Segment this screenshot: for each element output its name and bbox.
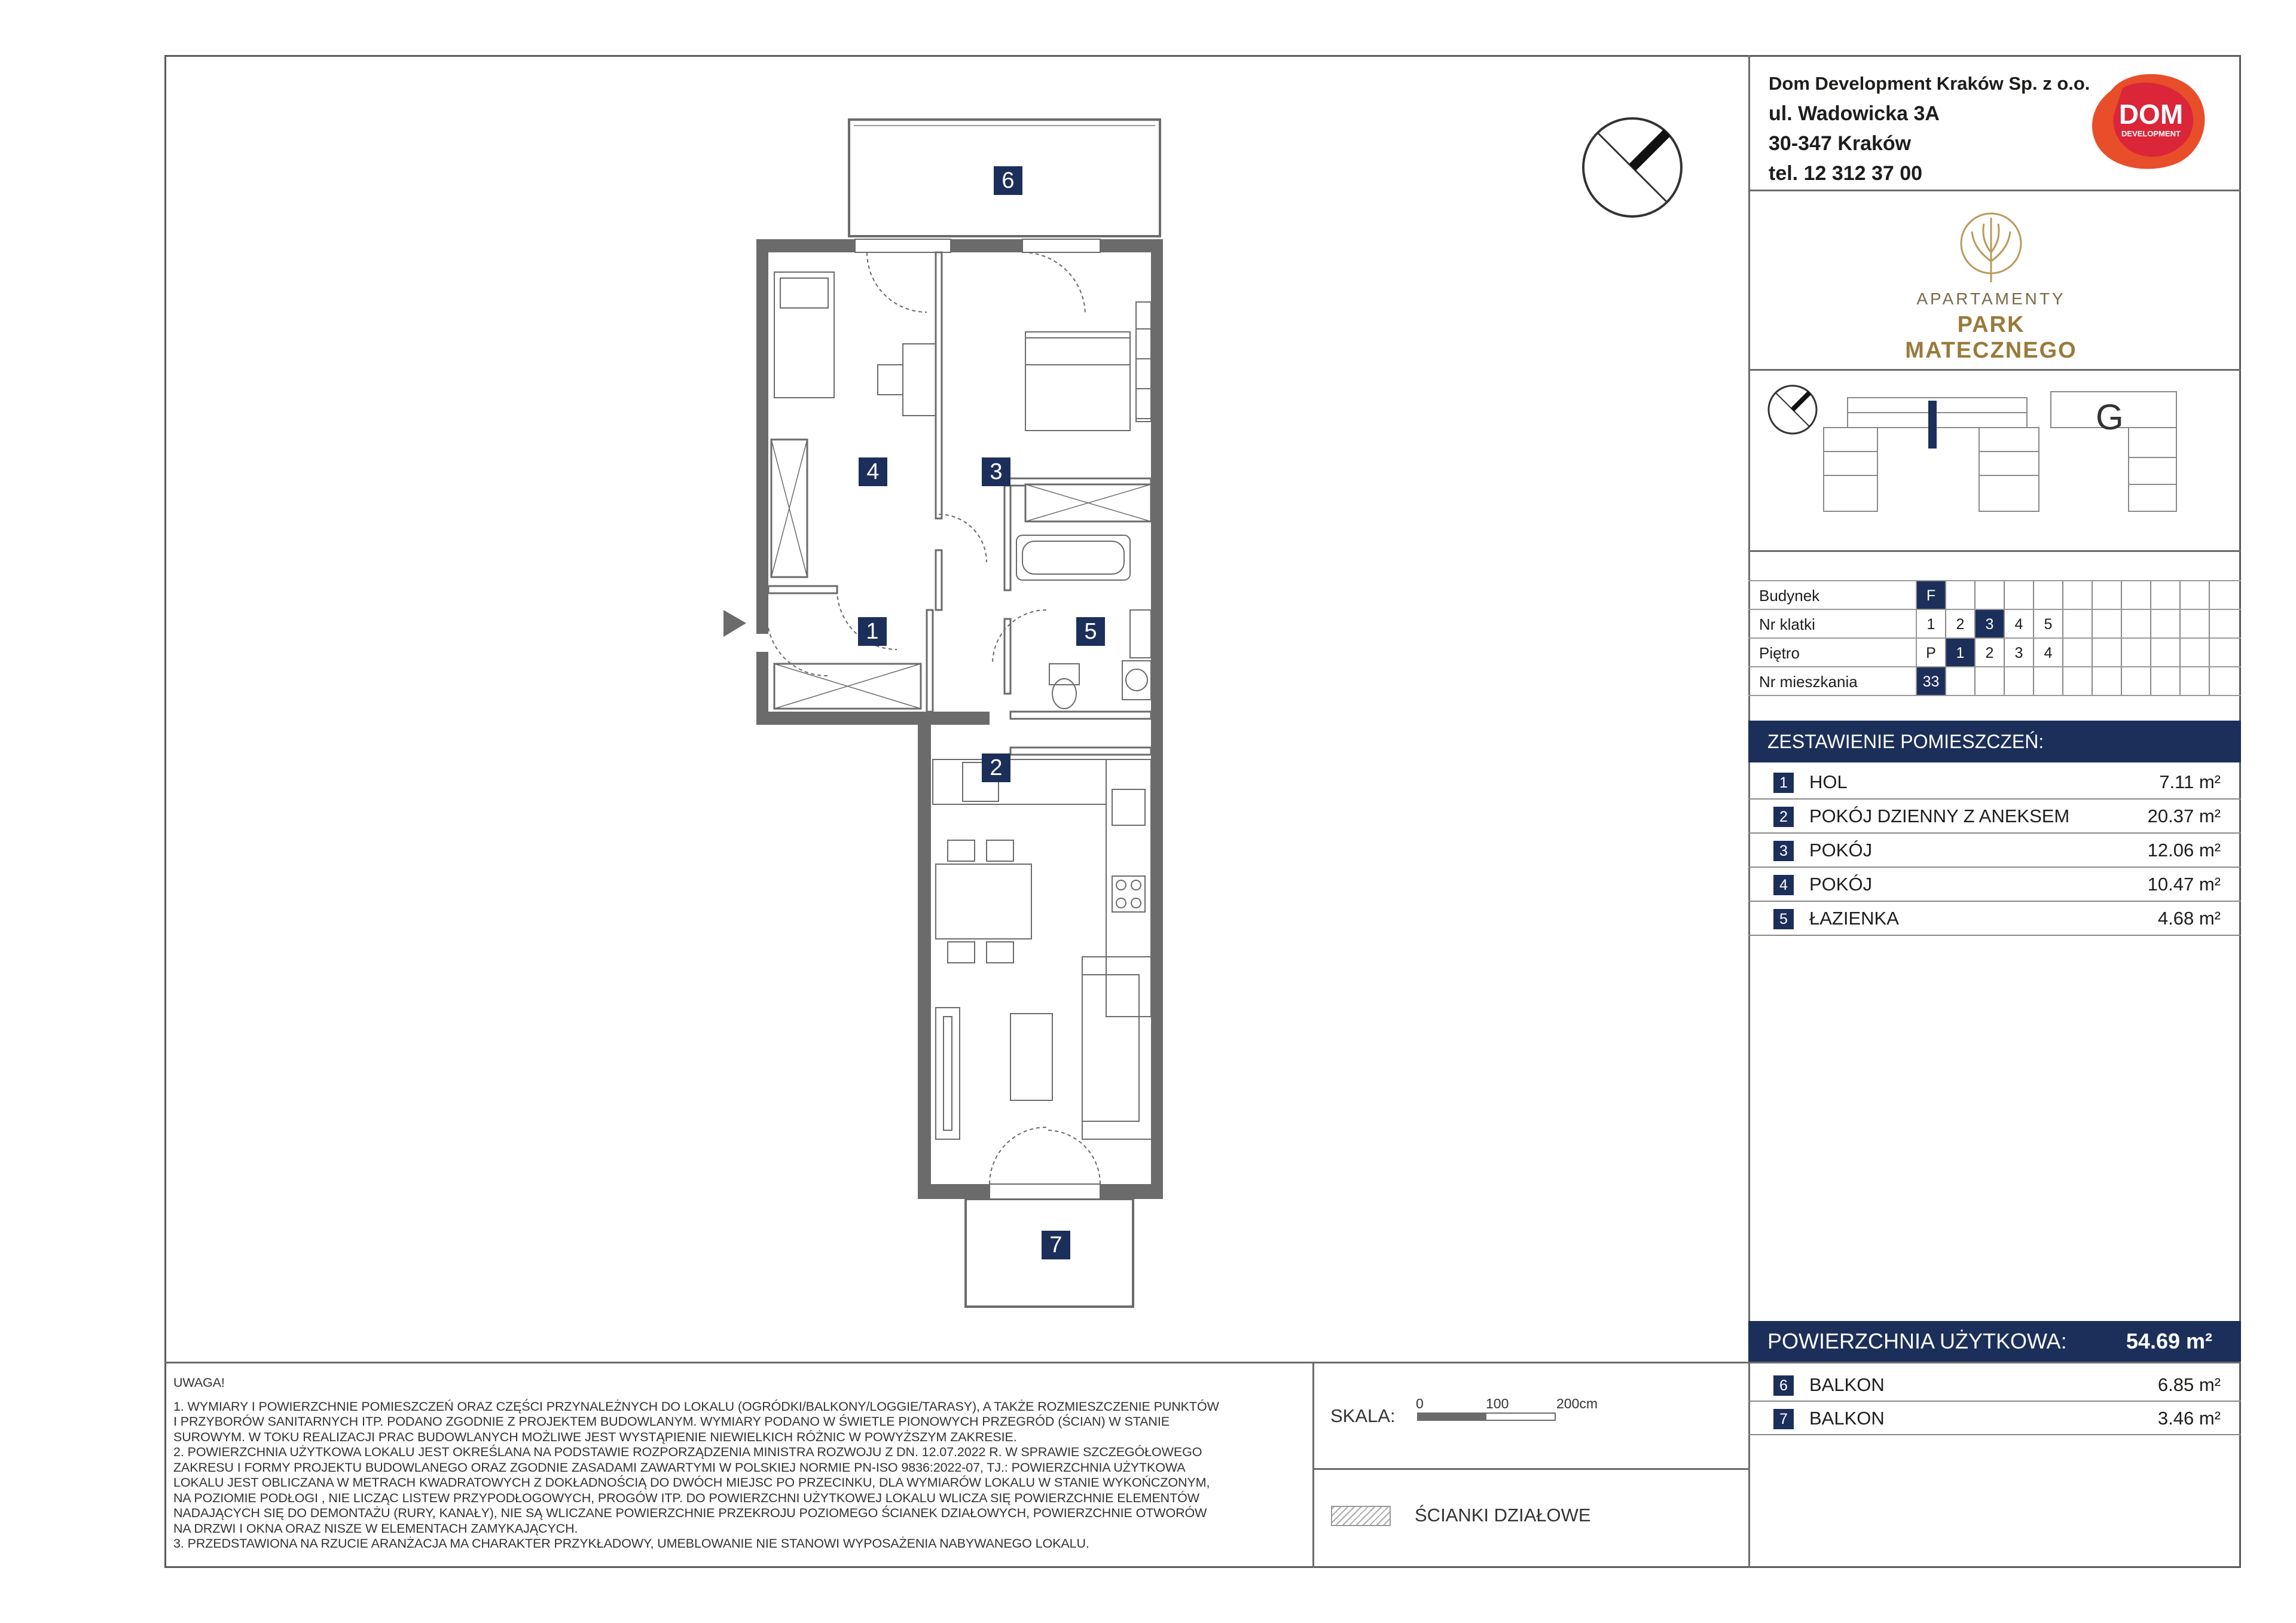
plan-label-7: 7	[1042, 1231, 1070, 1259]
grid-cell	[2179, 639, 2209, 667]
dom-development-logo	[2087, 67, 2215, 175]
room-number: 2	[1773, 807, 1794, 827]
notes-title: UWAGA!	[173, 1375, 225, 1390]
grid-row	[1750, 667, 2241, 696]
room-name: POKÓJ	[1809, 840, 1873, 861]
grid-cell	[2004, 581, 2033, 610]
company-name: Dom Development Kraków Sp. z o.o.	[1769, 73, 2090, 94]
grid-cell: 33	[1916, 667, 1945, 696]
notes-line: NA DRZWI I OKNA ORAZ NISZE W ELEMENTACH ZAMYKAJĄCYCH.	[173, 1521, 578, 1536]
grid-cell	[2150, 667, 2179, 696]
grid-cell: 2	[1945, 610, 1974, 639]
divider-scale	[1312, 1468, 1748, 1470]
grid-row-label: Budynek	[1759, 587, 1820, 605]
grid-cell	[1974, 667, 2004, 696]
kitchen-counter	[1106, 759, 1151, 1017]
key-plan	[1758, 380, 2236, 541]
grid-cell	[1945, 667, 1974, 696]
grid-cell: P	[1916, 639, 1945, 667]
compass-small-icon	[1769, 386, 1816, 434]
grid-cell	[2150, 581, 2179, 610]
room-number: 3	[1773, 841, 1794, 861]
grid-row	[1750, 639, 2241, 667]
tree-icon	[1955, 210, 2027, 288]
notes-lines	[173, 1399, 1297, 1552]
toilet	[1049, 664, 1079, 685]
washbasin	[1130, 610, 1151, 658]
grid-line	[1748, 695, 2241, 696]
scale-label: SKALA:	[1330, 1405, 1396, 1426]
room-row	[1750, 765, 2241, 799]
extra-divider	[1748, 1434, 2241, 1435]
desk-room4	[903, 344, 936, 416]
grid-cell	[2209, 667, 2238, 696]
grid-row-label: Nr klatki	[1759, 615, 1815, 633]
grid-cell	[2209, 581, 2238, 610]
grid-cell	[2092, 581, 2121, 610]
plan-label-4: 4	[859, 457, 887, 486]
room-row	[1750, 902, 2241, 935]
room-name: POKÓJ DZIENNY Z ANEKSEM	[1809, 806, 2070, 826]
room-number: 4	[1773, 875, 1794, 895]
logo-subtext: DEVELOPMENT	[2121, 129, 2181, 138]
total-area-bar	[1748, 1321, 2241, 1362]
room-area: 7.11 m²	[2159, 771, 2221, 792]
scale-bar	[1417, 1413, 1556, 1421]
grid-row	[1750, 581, 2241, 610]
extra-area: 3.46 m²	[2157, 1408, 2221, 1429]
grid-cell: 2	[1974, 639, 2004, 667]
notes-line: 2. POWIERZCHNIA UŻYTKOWA LOKALU JEST OKREŚLANA NA PODSTAWIE ROZPORZĄDZENIA MINISTRA ROZWOJU Z DN. 12.07.2022 R. W SPRAWIE SZCZEGÓŁOWEGO	[173, 1445, 1202, 1459]
grid-cell	[2092, 639, 2121, 667]
plan-label-1: 1	[858, 617, 887, 646]
project-line1: APARTAMENTY	[1916, 289, 2066, 308]
grid-cell	[2150, 610, 2179, 639]
grid-cell: 4	[2033, 639, 2062, 667]
washing-machine	[1122, 661, 1151, 700]
grid-cell	[1945, 581, 1974, 610]
grid-row	[1750, 610, 2241, 639]
grid-row-label: Piętro	[1759, 644, 1800, 662]
company-city: 30-347 Kraków	[1769, 132, 1912, 155]
grid-line	[1748, 580, 2241, 581]
apartment-marker	[1928, 401, 1937, 449]
room-area: 10.47 m²	[2147, 874, 2221, 895]
scale-tick-0: 0	[1416, 1396, 1424, 1411]
divider-logo	[1748, 369, 2241, 371]
dining-table	[936, 864, 1031, 939]
grid-cell	[2033, 581, 2062, 610]
total-area-value: 54.69 m²	[2126, 1329, 2212, 1353]
notes-line: I PRZYBORÓW SANITARNYCH ITP. PODANO ZGODNIE Z PROJEKTEM BUDOWLANYM. WYMIARY PODANO W ŚWIETLE PIONOWYCH PRZEGRÓD (ŚCIAN) W STANIE	[173, 1414, 1170, 1429]
grid-cell	[2092, 667, 2121, 696]
grid-cell: F	[1916, 581, 1945, 610]
room-name: ŁAZIENKA	[1809, 908, 1899, 929]
extra-area: 6.85 m²	[2157, 1374, 2221, 1395]
total-area-label: POWIERZCHNIA UŻYTKOWA:	[1767, 1329, 2067, 1353]
scale-tick-200: 200cm	[1556, 1396, 1598, 1411]
room-number: 5	[1773, 909, 1794, 929]
notes-line: LOKALU JEST OBLICZANA W METRACH KWADRATOWYCH Z DOKŁADNOŚCIĄ DO DWÓCH MIEJSC PO PRZECINKU, DLA WYMIARÓW LOKALU W STANIE WYKOŃCZONYM,	[173, 1475, 1210, 1490]
room-name: POKÓJ	[1809, 874, 1873, 895]
grid-cell	[2209, 639, 2238, 667]
grid-line	[1748, 666, 2241, 667]
project-logo	[1883, 210, 2099, 363]
grid-cell	[2062, 581, 2092, 610]
company-info	[1769, 69, 2090, 188]
scale-tick-100: 100	[1486, 1396, 1509, 1411]
room-area: 4.68 m²	[2157, 908, 2221, 929]
rooms-header	[1748, 721, 2241, 762]
extra-name: BALKON	[1809, 1408, 1885, 1429]
grid-cell	[2062, 610, 2092, 639]
grid-cell	[2121, 667, 2150, 696]
legend-hatch-swatch	[1331, 1506, 1391, 1526]
grid-cell	[2121, 639, 2150, 667]
compass-icon	[1578, 114, 1686, 221]
grid-cell	[2062, 667, 2092, 696]
room-row	[1750, 800, 2241, 833]
company-street: ul. Wadowicka 3A	[1769, 102, 1940, 125]
grid-line	[1748, 609, 2241, 610]
grid-cell	[2179, 667, 2209, 696]
entrance-arrow-icon	[723, 610, 746, 637]
notes-line: NA POZIOMIE PODŁOGI , NIE LICZĄC LISTEW PRZYPODŁOGOWYCH, PROGÓW ITP. DO POWIERZCHNI UŻYTKOWEJ LOKALU WLICZA SIĘ POWIERZCHNIE ELEMENTÓW	[173, 1490, 1199, 1505]
extra-name: BALKON	[1809, 1374, 1885, 1395]
extra-number: 7	[1773, 1409, 1794, 1429]
grid-cell	[2121, 610, 2150, 639]
room-number: 1	[1773, 773, 1794, 793]
divider-header	[1748, 190, 2241, 191]
rooms-header-label: ZESTAWIENIE POMIESZCZEŃ:	[1767, 731, 2044, 752]
notes-line: ZAKRESU I FORMY PROJEKTU BUDOWLANEGO ORAZ ZGODNIE ZASADAMI ZAWARTYMI W POLSKIEJ NORMIE PN-ISO 9836:2022-07, TJ.: POWIERZCHNIA UŻYTKOWA	[173, 1460, 1186, 1475]
grid-cell	[2004, 667, 2033, 696]
tv-unit	[936, 1008, 960, 1139]
grid-line	[1748, 637, 2241, 639]
floor-plan	[688, 108, 1226, 1316]
project-line2: PARK MATECZNEGO	[1905, 312, 2077, 363]
grid-cell	[2121, 581, 2150, 610]
grid-cell: 1	[1916, 610, 1945, 639]
sofa	[1082, 957, 1154, 1139]
bed-room4	[774, 272, 834, 398]
company-phone: tel. 12 312 37 00	[1769, 162, 1923, 185]
divider-notes	[1312, 1362, 1314, 1568]
grid-line	[1916, 580, 1917, 695]
key-plan-building-label: G	[2096, 397, 2124, 437]
notes-line: SUROWYM. W TOKU REALIZACJI PRAC BUDOWLANYCH MOŻLIWE JEST WYSTĄPIENIE NIEWIELKICH RÓŻNIC W POWYŻSZYM ZAKRESIE.	[173, 1429, 1017, 1444]
notes-line: 1. WYMIARY I POWIERZCHNIE POMIESZCZEŃ ORAZ CZĘŚCI PRZYNALEŻNYCH DO LOKALU (OGRÓDKI/BALKONY/LOGGIE/TARASY), A TAKŻE ROZMIESZCZENIE PUNKTÓW	[173, 1399, 1219, 1414]
grid-cell: 1	[1945, 639, 1974, 667]
extra-number: 6	[1773, 1375, 1794, 1396]
plan-label-2: 2	[982, 753, 1010, 782]
divider-bottom	[164, 1362, 2241, 1363]
grid-cell: 5	[2033, 610, 2062, 639]
legend-label: ŚCIANKI DZIAŁOWE	[1415, 1505, 1591, 1526]
grid-cell: 3	[2004, 639, 2033, 667]
grid-cell	[2033, 667, 2062, 696]
grid-cell	[2092, 610, 2121, 639]
extra-row	[1750, 1368, 2241, 1402]
coffee-table	[1010, 1014, 1052, 1100]
notes-line: NADAJĄCYCH SIĘ DO DEMONTAŻU (RURY, KANAŁY), NIE SĄ WLICZANE POWIERZCHNIE PRZEKROJU POZIOMEGO ŚCIANEK DZIAŁOWYCH, POWIERZCHNIE OTWORÓW	[173, 1506, 1207, 1520]
notes	[173, 1375, 1297, 1552]
grid-cell: 4	[2004, 610, 2033, 639]
room-name: HOL	[1809, 771, 1848, 792]
grid-row-label: Nr mieszkania	[1759, 673, 1858, 691]
room-row	[1750, 868, 2241, 901]
grid-cell	[2062, 639, 2092, 667]
grid-cell	[2179, 581, 2209, 610]
room-divider	[1748, 935, 2241, 936]
bed-room3	[1025, 332, 1130, 431]
room-row	[1750, 834, 2241, 867]
room-area: 20.37 m²	[2147, 806, 2221, 826]
divider-keyplan	[1748, 550, 2241, 552]
grid-cell	[2179, 610, 2209, 639]
notes-line: 3. PRZEDSTAWIONA NA RZUCIE ARANŻACJA MA CHARAKTER PRZYKŁADOWY, UMEBLOWANIE NIE STANOWI WYPOSAŻENIA NABYWANEGO LOKALU.	[173, 1536, 1089, 1551]
bathtub	[1016, 535, 1130, 580]
extra-row	[1750, 1402, 2241, 1435]
room-area: 12.06 m²	[2147, 840, 2221, 861]
plan-label-3: 3	[982, 457, 1010, 486]
logo-text: DOM	[2118, 99, 2184, 130]
grid-cell	[1974, 581, 2004, 610]
grid-cell	[2150, 639, 2179, 667]
grid-cell	[2209, 610, 2238, 639]
plan-label-5: 5	[1076, 617, 1105, 646]
plan-label-6: 6	[994, 166, 1022, 195]
grid-cell: 3	[1974, 610, 2004, 639]
